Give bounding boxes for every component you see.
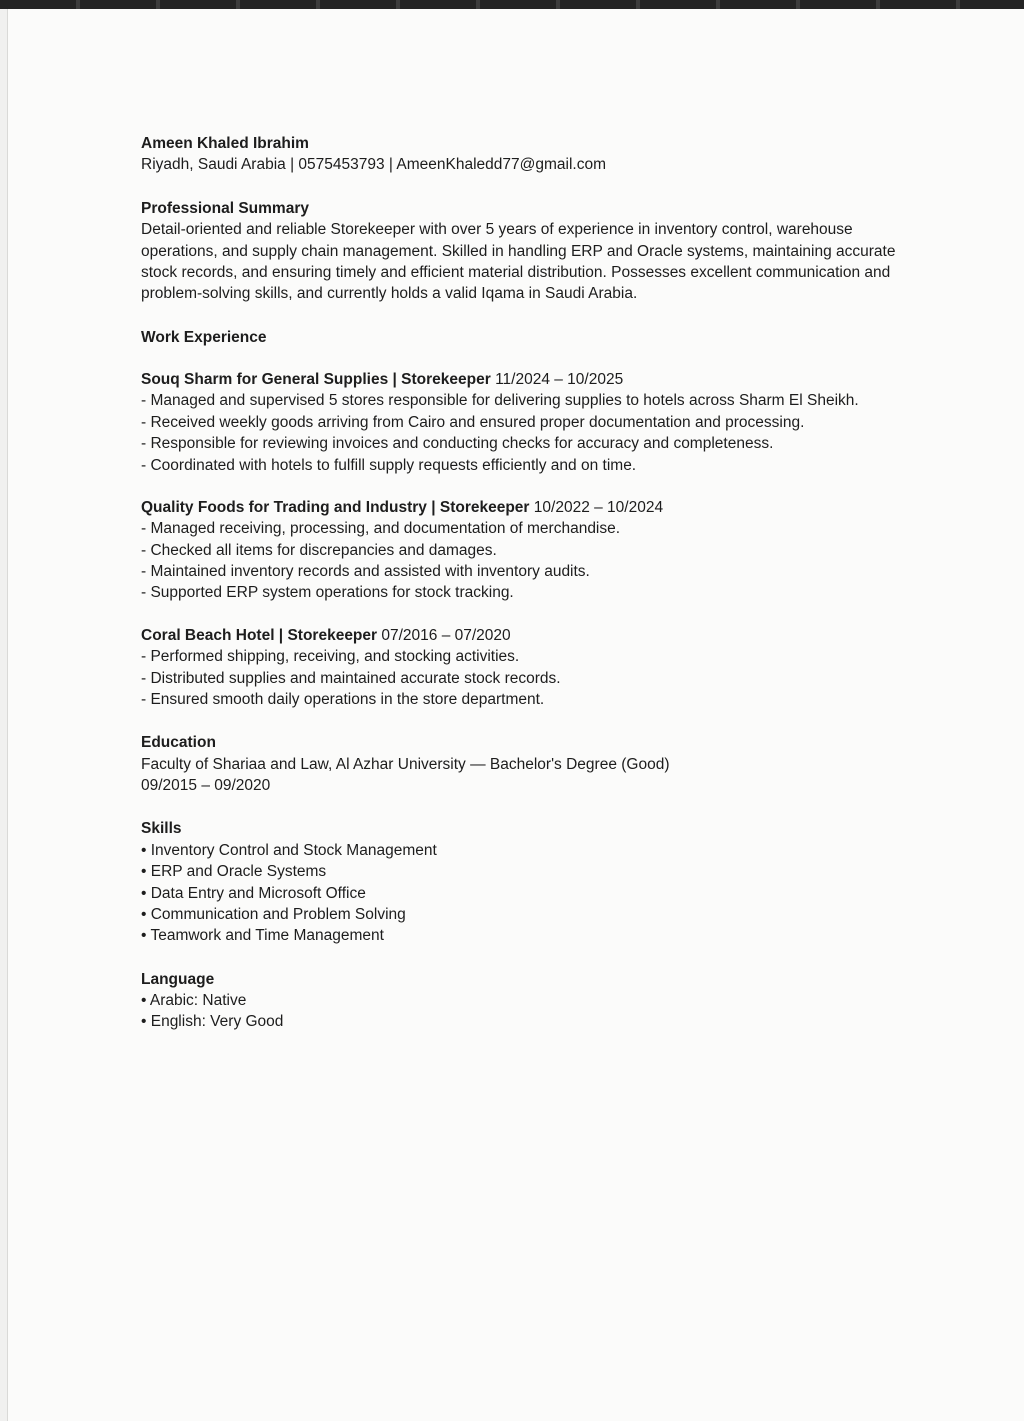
job-bullet: - Distributed supplies and maintained accurate stock records. bbox=[141, 669, 561, 687]
education-heading: Education bbox=[141, 734, 216, 752]
job-bullet: - Supported ERP system operations for stock tracking. bbox=[141, 584, 514, 602]
skill-item: • Inventory Control and Stock Management bbox=[141, 841, 437, 859]
job-bullet: - Managed receiving, processing, and documentation of merchandise. bbox=[141, 520, 621, 538]
job-entry bbox=[141, 369, 904, 476]
education-dates-line: 09/2015 – 09/2020 bbox=[141, 777, 271, 794]
job-dates: 07/2016 – 07/2020 bbox=[381, 626, 511, 644]
section-work-experience bbox=[141, 327, 904, 711]
skill-item: • Communication and Problem Solving bbox=[141, 905, 406, 923]
job-entry bbox=[141, 625, 904, 711]
contact-line: Riyadh, Saudi Arabia | 0575453793 | AmeenKhaledd77@gmail.com bbox=[141, 156, 606, 174]
job-bullet: - Received weekly goods arriving from Cairo and ensured proper documentation and processing. bbox=[141, 413, 805, 431]
language-heading: Language bbox=[141, 970, 215, 988]
summary-paragraph: Detail-oriented and reliable Storekeeper with over 5 years of experience in inventory control, warehouse operations, and supply chain management. Skilled in handling ERP and Oracle systems, maintaining accurate stock records, and ensuring timely and efficient material distribution. Possesses excellent communication and problem-solving skills, and currently holds a valid Iqama in Saudi Arabia. bbox=[141, 221, 896, 303]
job-bullet: - Checked all items for discrepancies and damages. bbox=[141, 541, 497, 559]
section-education bbox=[141, 732, 904, 796]
language-item: • Arabic: Native bbox=[141, 992, 247, 1009]
skill-item: • Data Entry and Microsoft Office bbox=[141, 884, 366, 902]
resume-name: Ameen Khaled Ibrahim bbox=[141, 135, 309, 152]
language-item: • English: Very Good bbox=[141, 1013, 284, 1031]
job-entry bbox=[141, 497, 904, 604]
skills-heading: Skills bbox=[141, 820, 182, 838]
job-title: Quality Foods for Trading and Industry | Storekeeper bbox=[141, 498, 530, 516]
skill-item: • ERP and Oracle Systems bbox=[141, 863, 327, 881]
work-experience-heading: Work Experience bbox=[141, 328, 267, 346]
skill-item: • Teamwork and Time Management bbox=[141, 927, 384, 945]
job-title-line bbox=[141, 369, 904, 390]
job-bullet: - Ensured smooth daily operations in the store department. bbox=[141, 690, 545, 708]
job-title-line bbox=[141, 625, 904, 646]
job-dates: 11/2024 – 10/2025 bbox=[495, 371, 624, 388]
job-bullet: - Managed and supervised 5 stores responsible for delivering supplies to hotels across Sharm El Sheikh. bbox=[141, 392, 859, 410]
section-language bbox=[141, 969, 904, 1033]
job-title: Coral Beach Hotel | Storekeeper bbox=[141, 626, 378, 644]
job-bullet: - Maintained inventory records and assisted with inventory audits. bbox=[141, 563, 590, 580]
job-bullet: - Performed shipping, receiving, and stocking activities. bbox=[141, 648, 520, 666]
job-title-line bbox=[141, 497, 904, 518]
resume-page bbox=[7, 9, 1024, 1421]
job-bullet: - Coordinated with hotels to fulfill supply requests efficiently and on time. bbox=[141, 456, 637, 474]
education-degree-line: Faculty of Shariaa and Law, Al Azhar University — Bachelor's Degree (Good) bbox=[141, 755, 670, 773]
job-title: Souq Sharm for General Supplies | Storekeeper bbox=[141, 371, 491, 388]
section-skills bbox=[141, 818, 904, 946]
job-dates: 10/2022 – 10/2024 bbox=[533, 498, 664, 516]
top-bar bbox=[0, 0, 1024, 9]
summary-heading: Professional Summary bbox=[141, 199, 309, 217]
section-summary bbox=[141, 198, 904, 305]
job-bullet: - Responsible for reviewing invoices and conducting checks for accuracy and completeness. bbox=[141, 435, 774, 453]
